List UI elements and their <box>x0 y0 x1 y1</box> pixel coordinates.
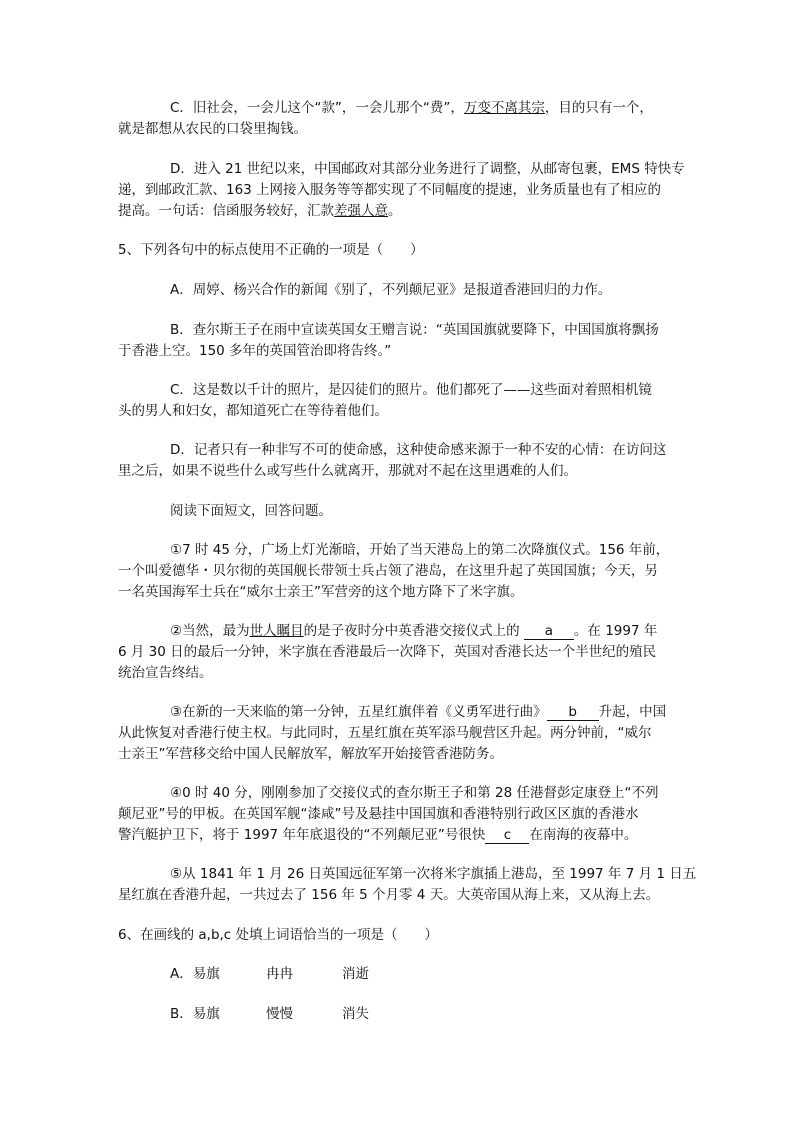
q5-option-d-line1: D．记者只有一种非写不可的使命感，这种使命感来源于一种不安的心情：在访问这 <box>170 442 667 458</box>
passage-p2-line3: 统治宣告终结。 <box>118 665 213 681</box>
text: 的是子夜时分中英香港交接仪式上的 <box>303 623 520 639</box>
text: 在南海的夜幕中。 <box>529 827 638 843</box>
text: C．旧社会，一会儿这个“款”，一会儿那个“费”， <box>170 100 464 116</box>
q6-option-b <box>170 1004 369 1024</box>
q4-option-c-line1 <box>170 98 653 118</box>
underlined-idiom: 万变不离其宗 <box>463 100 545 116</box>
passage-p3-line2: 从此恢复对香港行使主权。与此同时，五星红旗在英军添马舰营区升起。两分钟前，“威尔 <box>118 725 652 741</box>
q5-option-a: A．周婷、杨兴合作的新闻《别了，不列颠尼亚》是报道香港回归的力作。 <box>170 282 612 298</box>
text: 提高。一句话：信函服务较好，汇款 <box>118 203 334 219</box>
passage-p2-line2: 6 月 30 日的最后一分钟，米字旗在香港最后一次降下，英国对香港长达一个半世纪的殖民 <box>118 644 657 660</box>
text: ②当然，最为 <box>170 623 250 639</box>
text: 。 <box>388 203 402 219</box>
q6-b-word-3: 消失 <box>342 1006 369 1022</box>
underlined-phrase: 世人瞩目 <box>249 623 304 639</box>
text: 警汽艇护卫下，将于 1997 年年底退役的“不列颠尼亚”号很快 <box>118 827 486 843</box>
question-6: 6、在画线的 a,b,c 处填上词语恰当的一项是（ ） <box>118 927 439 943</box>
q5-option-b-line1: B．查尔斯王子在雨中宣读英国女王赠言说：“英国国旗就要降下，中国国旗将飘扬 <box>170 322 659 338</box>
passage-p1-line3: 一名英国海军士兵在“威尔士亲王”军营旁的这个地方降下了米字旗。 <box>118 584 524 600</box>
passage-p4-line3 <box>118 825 637 845</box>
passage-p4-line2: 颠尼亚”号的甲板。在英国军舰“漆咸”号及悬挂中国国旗和香港特别行政区区旗的香港水 <box>118 806 639 822</box>
q6-b-word-2: 慢慢 <box>266 1006 293 1022</box>
underlined-idiom: 差强人意 <box>334 203 388 219</box>
q4-option-d-line1: D．进入 21 世纪以来，中国邮政对其部分业务进行了调整，从邮寄包裹，EMS 特快专 <box>170 161 685 177</box>
passage-p1-line2: 一个叫爱德华・贝尔彻的英国舰长带领士兵占领了港岛，在这里升起了英国国旗；今天，另 <box>118 563 658 579</box>
text: 升起，中国 <box>598 704 667 720</box>
passage-p3-line1 <box>170 702 666 722</box>
q6-a-word-3: 消逝 <box>342 966 369 982</box>
q5-option-c-line1: C．这是数以千计的照片，是囚徒们的照片。他们都死了——这些面对着照相机镜 <box>170 382 652 398</box>
text: 。在 1997 年 <box>573 623 658 639</box>
blank-b: b <box>547 704 599 721</box>
blank-c: c <box>485 827 529 844</box>
passage-p5-line2: 星红旗在香港升起，一共过去了 156 年 5 个月零 4 天。大英帝国从海上来，又从海上去。 <box>118 887 660 903</box>
q4-option-d-line2: 递，到邮政汇款、163 上网接入服务等等都实现了不同幅度的提速，业务质量也有了相应的 <box>118 182 662 198</box>
q5-option-c-line2: 头的男人和妇女，都知道死亡在等待着他们。 <box>118 403 388 419</box>
passage-p2-line1 <box>170 621 657 641</box>
blank-a: a <box>524 623 574 640</box>
text: ，目的只有一个， <box>544 100 653 116</box>
passage-p5-line1: ⑤从 1841 年 1 月 26 日英国远征军第一次将米字旗插上港岛，至 1997 年 7 月 1 日五 <box>170 866 697 882</box>
text: ③在新的一天来临的第一分钟，五星红旗伴着《义勇军进行曲》 <box>170 704 547 720</box>
q6-a-word-2: 冉冉 <box>266 966 293 982</box>
q6-b-word-1: B．易旗 <box>170 1006 220 1022</box>
reading-intro: 阅读下面短文，回答问题。 <box>170 503 332 519</box>
q5-option-d-line2: 里之后，如果不说些什么或写些什么就离开，那就对不起在这里遇难的人们。 <box>118 463 577 479</box>
q4-option-c-line2: 就是都想从农民的口袋里掏钱。 <box>118 121 307 137</box>
question-5: 5、下列各句中的标点使用不正确的一项是（ ） <box>118 242 424 258</box>
q6-option-a <box>170 964 369 984</box>
q5-option-b-line2: 于香港上空。150 多年的英国管治即将告终。” <box>118 343 392 359</box>
q6-a-word-1: A．易旗 <box>170 966 220 982</box>
passage-p3-line3: 士亲王”军营移交给中国人民解放军，解放军开始接管香港防务。 <box>118 746 503 762</box>
passage-p4-line1: ④0 时 40 分，刚刚参加了交接仪式的查尔斯王子和第 28 任港督彭定康登上“不列 <box>170 785 659 801</box>
passage-p1-line1: ①7 时 45 分，广场上灯光渐暗，开始了当天港岛上的第二次降旗仪式。156 年前， <box>170 542 670 558</box>
q4-option-d-line3 <box>118 201 402 221</box>
